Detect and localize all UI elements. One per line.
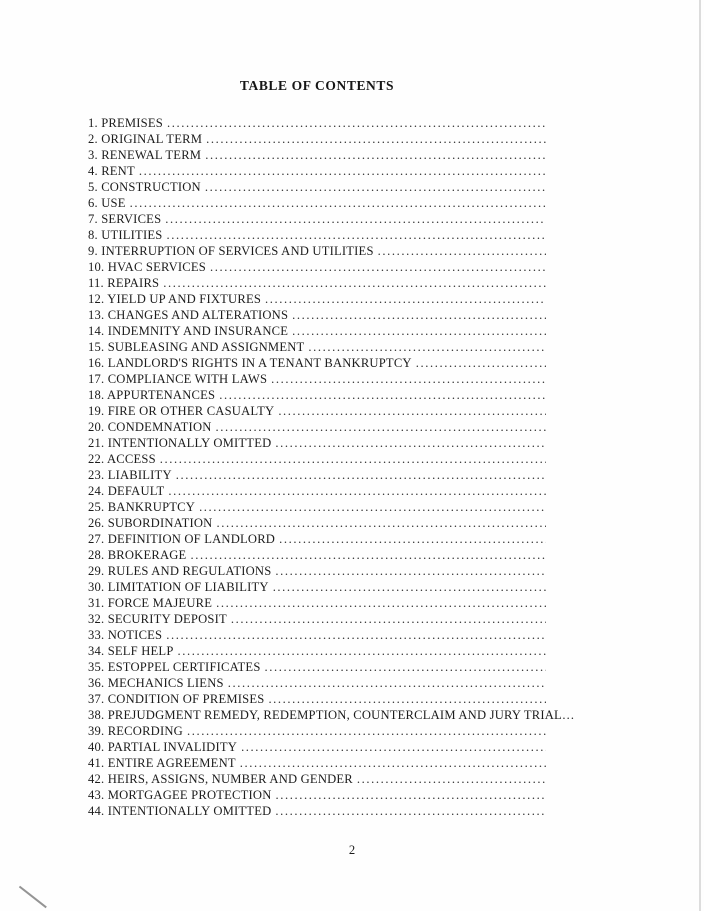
toc-entry [88,708,575,724]
toc-entry [88,260,546,276]
dot-leader [308,340,546,355]
dot-leader [216,516,546,531]
dot-leader [206,132,546,147]
toc-entry-label: 27. DEFINITION OF LANDLORD [88,532,276,546]
dot-leader [378,244,546,259]
toc-entry [88,660,546,676]
toc-entry [88,340,546,356]
dot-leader [219,388,546,403]
toc-entry-label: 41. ENTIRE AGREEMENT [88,756,236,770]
toc-entry-label: 8. UTILITIES [88,228,163,242]
dot-leader [166,628,546,643]
toc-entry-label: 40. PARTIAL INVALIDITY [88,740,238,754]
toc-entry-label: 22. ACCESS [88,452,156,466]
dot-leader [139,164,546,179]
toc-entry-label: 32. SECURITY DEPOSIT [88,612,227,626]
toc-entry [88,564,546,580]
toc-entry-label: 35. ESTOPPEL CERTIFICATES [88,660,261,674]
toc-entry-label: 37. CONDITION OF PREMISES [88,692,265,706]
dot-leader [199,500,546,515]
toc-entry-label: 10. HVAC SERVICES [88,260,206,274]
dot-leader [292,308,546,323]
toc-entry-label: 20. CONDEMNATION [88,420,212,434]
toc-entry-label: 13. CHANGES AND ALTERATIONS [88,308,289,322]
toc-entry-label: 1. PREMISES [88,116,163,130]
dot-leader [228,676,546,691]
toc-entry [88,532,546,548]
dot-leader [278,404,546,419]
dot-leader [265,292,546,307]
toc-entry-label: 11. REPAIRS [88,276,160,290]
dot-leader [273,580,546,595]
toc-entry [88,676,546,692]
dot-leader [130,196,546,211]
toc-entry-label: 14. INDEMNITY AND INSURANCE [88,324,289,338]
toc-entry-label: 26. SUBORDINATION [88,516,213,530]
toc-entry-label: 38. PREJUDGMENT REMEDY, REDEMPTION, COUNTERCLAIM AND JURY TRIAL… [88,708,575,722]
dot-leader [187,724,546,739]
toc-content [88,78,575,820]
toc-entry-label: 24. DEFAULT [88,484,165,498]
toc-entry-label: 42. HEIRS, ASSIGNS, NUMBER AND GENDER [88,772,353,786]
page-number: 2 [348,843,356,857]
toc-entry-label: 6. USE [88,196,126,210]
toc-entry-label: 34. SELF HELP [88,644,174,658]
dot-leader [216,596,546,611]
dot-leader [190,548,546,563]
dot-leader [265,660,546,675]
toc-entry-label: 5. CONSTRUCTION [88,180,201,194]
toc-entry [88,324,546,340]
toc-entry-label: 18. APPURTENANCES [88,388,216,402]
toc-entry-label: 28. BROKERAGE [88,548,187,562]
toc-entry [88,548,546,564]
toc-entry [88,724,546,740]
toc-entry [88,500,546,516]
dot-leader [216,420,546,435]
dot-leader [357,772,546,787]
toc-entry-label: 39. RECORDING [88,724,183,738]
dot-leader [166,228,546,243]
dot-leader [176,468,546,483]
scan-corner-artifact [19,885,47,907]
toc-entry [88,148,546,164]
dot-leader [167,116,546,131]
dot-leader [205,180,546,195]
toc-entry [88,580,546,596]
dot-leader [268,692,546,707]
toc-entry [88,196,546,212]
toc-entry-label: 21. INTENTIONALLY OMITTED [88,436,272,450]
toc-entry [88,468,546,484]
toc-entry [88,132,546,148]
toc-entry [88,420,546,436]
toc-entry-label: 31. FORCE MAJEURE [88,596,213,610]
dot-leader [271,372,546,387]
dot-leader [160,452,546,467]
toc-entry [88,180,546,196]
toc-entry-label: 15. SUBLEASING AND ASSIGNMENT [88,340,305,354]
toc-entry-label: 7. SERVICES [88,212,162,226]
toc-entry [88,388,546,404]
toc-entry-label: 30. LIMITATION OF LIABILITY [88,580,269,594]
toc-entry [88,164,546,180]
dot-leader [165,212,546,227]
toc-entry-label: 29. RULES AND REGULATIONS [88,564,272,578]
toc-entry [88,292,546,308]
dot-leader [292,324,546,339]
dot-leader [276,788,547,803]
toc-entry-label: 12. YIELD UP AND FIXTURES [88,292,262,306]
toc-entry [88,740,546,756]
dot-leader [241,740,546,755]
dot-leader [163,276,546,291]
toc-entry-label: 17. COMPLIANCE WITH LAWS [88,372,268,386]
toc-entry [88,228,546,244]
toc-entry [88,212,546,228]
toc-entry [88,116,546,132]
toc-entry [88,644,546,660]
dot-leader [168,484,546,499]
dot-leader [416,356,546,371]
toc-entry-label: 3. RENEWAL TERM [88,148,202,162]
toc-entry-label: 4. RENT [88,164,135,178]
dot-leader [231,612,546,627]
toc-entry [88,596,546,612]
toc-entry-label: 9. INTERRUPTION OF SERVICES AND UTILITIES [88,244,374,258]
toc-entry-label: 33. NOTICES [88,628,163,642]
toc-entry [88,436,546,452]
toc-entry [88,404,546,420]
toc-entry-label: 43. MORTGAGEE PROTECTION [88,788,272,802]
dot-leader [205,148,546,163]
toc-entry [88,244,546,260]
toc-entry-label: 2. ORIGINAL TERM [88,132,203,146]
dot-leader [178,644,546,659]
page-title: TABLE OF CONTENTS [239,78,395,93]
toc-entry [88,628,546,644]
dot-leader [210,260,546,275]
dot-leader [275,804,546,819]
toc-entry-label: 23. LIABILITY [88,468,172,482]
toc-entry [88,308,546,324]
toc-entry-label: 25. BANKRUPTCY [88,500,196,514]
dot-leader [279,532,546,547]
toc-entry [88,756,546,772]
toc-entry-label: 36. MECHANICS LIENS [88,676,224,690]
toc-entry [88,356,546,372]
toc-entry [88,772,546,788]
toc-entry [88,692,546,708]
dot-leader [275,564,546,579]
toc-entry [88,516,546,532]
toc-entry [88,804,546,820]
scan-edge-artifact [699,0,701,911]
toc-entry [88,484,546,500]
toc-entry-label: 19. FIRE OR OTHER CASUALTY [88,404,275,418]
toc-entry-label: 44. INTENTIONALLY OMITTED [88,804,272,818]
toc-entry [88,276,546,292]
toc-list [88,116,575,820]
toc-entry [88,788,546,804]
toc-entry [88,372,546,388]
dot-leader [240,756,546,771]
toc-entry [88,612,546,628]
toc-entry-label: 16. LANDLORD'S RIGHTS IN A TENANT BANKRUPTCY [88,356,412,370]
dot-leader [275,436,546,451]
toc-entry [88,452,546,468]
